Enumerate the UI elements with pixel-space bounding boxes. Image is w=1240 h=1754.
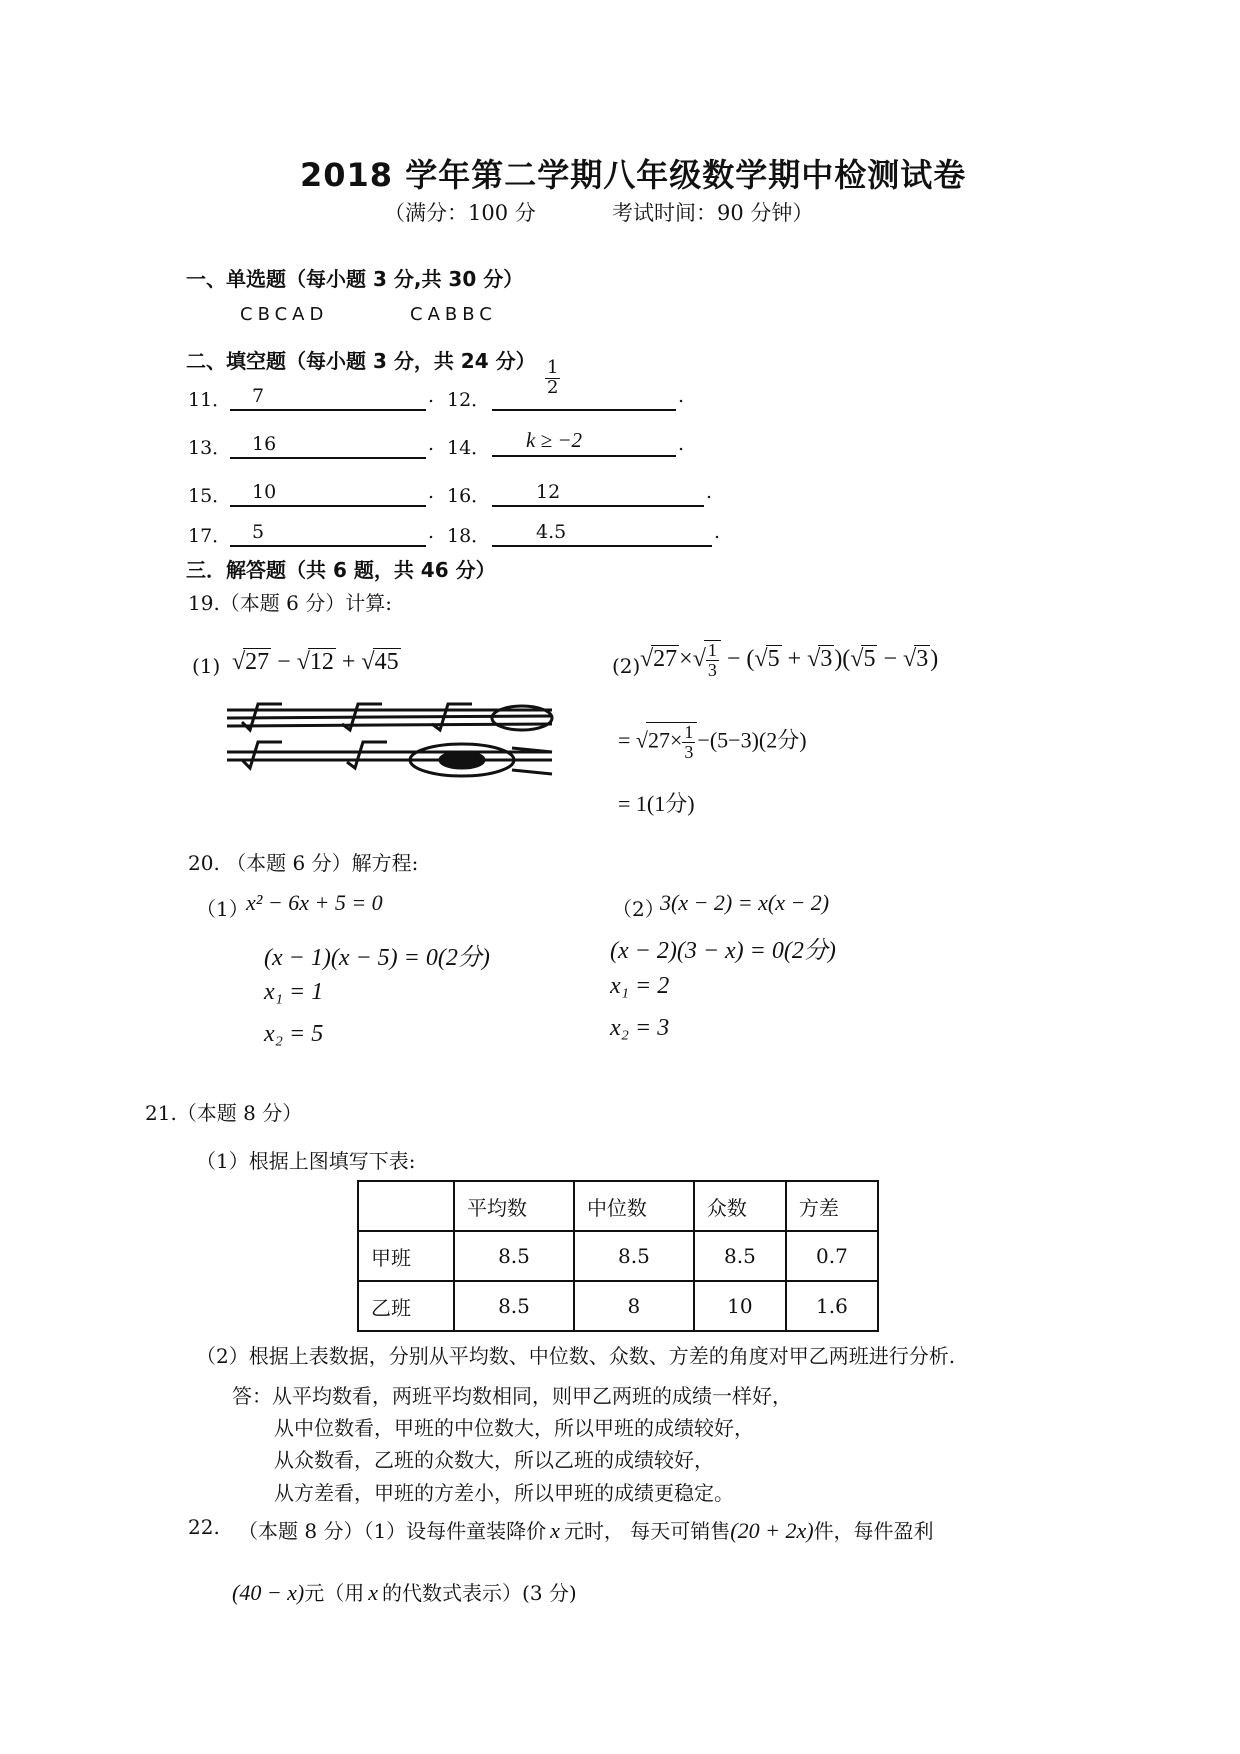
q22-var-x: x (550, 1518, 560, 1543)
q19-p2-radicand-c2: 3 (916, 645, 929, 672)
table-header-row (358, 1181, 878, 1231)
q22-expr-profit: (40 − x) (232, 1580, 305, 1605)
q22-label: 22. (188, 1515, 220, 1539)
q19-part2-step2: = 1(1分) (618, 791, 695, 816)
item-14-blank (492, 429, 676, 457)
q19-part1-label: (1) (192, 654, 221, 678)
q19-step1-equals: = (618, 727, 636, 753)
full-score: （满分：100 分 (384, 201, 536, 225)
q19-p2-radicand-a: 27 (653, 645, 678, 672)
item-17-end: . (428, 521, 435, 543)
table-cell: 乙班 (358, 1281, 454, 1331)
table-cell: 甲班 (358, 1231, 454, 1281)
table-cell: 0.7 (786, 1231, 878, 1281)
item-12-denominator: 2 (547, 376, 559, 398)
table-header-cell: 方差 (786, 1181, 878, 1231)
q22-text5: 的代数式表示）(3 分) (382, 1581, 577, 1605)
q20-part1-equation: x² − 6x + 5 = 0 (246, 890, 383, 915)
item-17-blank (230, 519, 426, 547)
q19-p2-radicand-b1: 5 (767, 645, 780, 672)
item-18-end: . (714, 521, 721, 543)
q22-text2: 元时， 每天可销售 (563, 1519, 731, 1543)
q20-part2-equation: 3(x − 2) = x(x − 2) (660, 890, 830, 915)
item-17-number: 17． (188, 525, 232, 547)
q21-answer-line1: 答：从平均数看，两班平均数相同，则甲乙两班的成绩一样好， (232, 1384, 792, 1408)
item-12-blank (492, 383, 676, 411)
q19-p2-radicand-b2: 5 (863, 645, 876, 672)
table-cell: 8.5 (454, 1281, 574, 1331)
table-row (358, 1231, 878, 1281)
item-11-blank (230, 383, 426, 411)
q21-stats-table (357, 1180, 879, 1332)
q22-expr-sales: (20 + 2x) (730, 1518, 814, 1543)
page-title: 2018 学年第二学期八年级数学期中检测试卷 (300, 156, 967, 194)
q19-part2-label: (2) (612, 654, 641, 678)
mc-answers-1-5: CBCAD (240, 304, 329, 325)
item-11-answer: 7 (252, 385, 265, 407)
q19-p2-radicand-c1: 3 (820, 645, 833, 672)
table-header-cell: 平均数 (454, 1181, 574, 1231)
table-cell: 8.5 (574, 1231, 694, 1281)
q19-p2-frac-num: 1 (707, 640, 717, 660)
q19-step1-frac-den: 3 (684, 741, 694, 762)
q22-text1: （本题 8 分）（1）设每件童装降价 (238, 1519, 547, 1543)
q21-answer-line4: 从方差看，甲班的方差小，所以甲班的成绩更稳定。 (274, 1481, 734, 1505)
q19-step1-fraction (682, 723, 695, 762)
item-14-number: 14． (447, 437, 491, 459)
q20-part2-root1: x₁ = 2 (610, 973, 670, 999)
table-cell: 8 (574, 1281, 694, 1331)
item-15-blank (230, 479, 426, 507)
item-15-answer: 10 (252, 481, 277, 503)
q19-label: 19.（本题 6 分）计算: (188, 591, 392, 615)
q20-part2-root2: x₂ = 3 (610, 1015, 670, 1041)
q19-p2-frac-den: 3 (707, 659, 717, 680)
q22-text3: 件，每件盈利 (813, 1519, 934, 1543)
section1-heading: 一、单选题（每小题 3 分,共 30 分） (186, 267, 524, 291)
table-header-cell: 众数 (694, 1181, 786, 1231)
q22-line1 (238, 1515, 934, 1544)
section3-heading: 三．解答题（共 6 题，共 46 分） (186, 558, 496, 582)
q19-p1-radicand-b: 12 (309, 649, 334, 675)
table-cell: 8.5 (454, 1231, 574, 1281)
q19-p2-fraction (706, 641, 719, 680)
q21-part2: （2）根据上表数据，分别从平均数、中位数、众数、方差的角度对甲乙两班进行分析. (196, 1344, 956, 1368)
q21-part1: （1）根据上图填写下表: (196, 1149, 416, 1173)
item-16-blank (492, 479, 704, 507)
item-14-answer: k ≥ −2 (526, 428, 583, 452)
item-18-answer: 4.5 (536, 521, 567, 543)
q19-part2-step1: = √27× $\frac{1}{3}$ −(5−3)(2分) (618, 722, 807, 762)
table-cell: 10 (694, 1281, 786, 1331)
item-15-end: . (428, 481, 435, 503)
item-18-number: 18． (447, 525, 491, 547)
item-17-answer: 5 (252, 521, 265, 543)
item-18-blank (492, 519, 712, 547)
item-13-end: . (428, 433, 435, 455)
q20-label: 20. （本题 6 分）解方程: (188, 851, 419, 875)
q19-p1-radicand-a: 27 (245, 649, 270, 675)
table-cell: 1.6 (786, 1281, 878, 1331)
q21-label: 21.（本题 8 分） (145, 1101, 303, 1125)
q19-p1-radicand-c: 45 (374, 649, 399, 675)
item-16-end: . (706, 481, 713, 503)
item-12-numerator: 1 (547, 357, 559, 378)
item-16-number: 16． (447, 485, 491, 507)
q20-part1-root1: x₁ = 1 (264, 979, 324, 1005)
item-12-answer-fraction (545, 359, 560, 398)
table-cell: 8.5 (694, 1231, 786, 1281)
item-12-end: . (678, 385, 685, 407)
q22-line2 (232, 1577, 577, 1606)
exam-time: 考试时间：90 分钟） (612, 201, 814, 225)
item-13-number: 13． (188, 437, 232, 459)
item-15-number: 15． (188, 485, 232, 507)
item-13-answer: 16 (252, 433, 277, 455)
q20-part2-label: （2） (612, 897, 665, 921)
table-header-cell (358, 1181, 454, 1231)
q19-step1-rest: −(5−3)(2分) (697, 727, 807, 753)
mc-answers-6-10: CABBC (410, 304, 497, 325)
item-12-number: 12． (447, 389, 491, 411)
item-11-number: 11． (188, 389, 232, 411)
q19-step1-radicand: 27× (648, 727, 683, 753)
q19-part2-expression: √27×√ $\frac{1}{3}$ − (√5 + √3)(√5 − √3) (640, 640, 939, 680)
item-16-answer: 12 (536, 481, 561, 503)
item-13-blank (230, 431, 426, 459)
table-row (358, 1281, 878, 1331)
q20-part1-step1: (x − 1)(x − 5) = 0(2分) (264, 945, 490, 971)
item-11-end: . (428, 385, 435, 407)
q20-part1-label: （1） (196, 897, 249, 921)
table-header-cell: 中位数 (574, 1181, 694, 1231)
q21-answer-line2: 从中位数看，甲班的中位数大，所以甲班的成绩较好， (274, 1416, 754, 1440)
q22-text4: 元（用 (304, 1581, 365, 1605)
q19-part1-expression: √27 − √12 + √45 (232, 649, 399, 675)
item-14-end: . (678, 433, 685, 455)
q20-part1-root2: x₂ = 5 (264, 1021, 324, 1047)
q19-part1-distorted-work (222, 700, 562, 780)
section2-heading: 二、填空题（每小题 3 分，共 24 分） (186, 349, 536, 373)
q21-answer-line3: 从众数看，乙班的众数大，所以乙班的成绩较好， (274, 1448, 714, 1472)
q19-step1-frac-num: 1 (684, 722, 694, 742)
q20-part2-step1: (x − 2)(3 − x) = 0(2分) (610, 938, 836, 964)
q22-var-x-2: x (368, 1580, 379, 1605)
